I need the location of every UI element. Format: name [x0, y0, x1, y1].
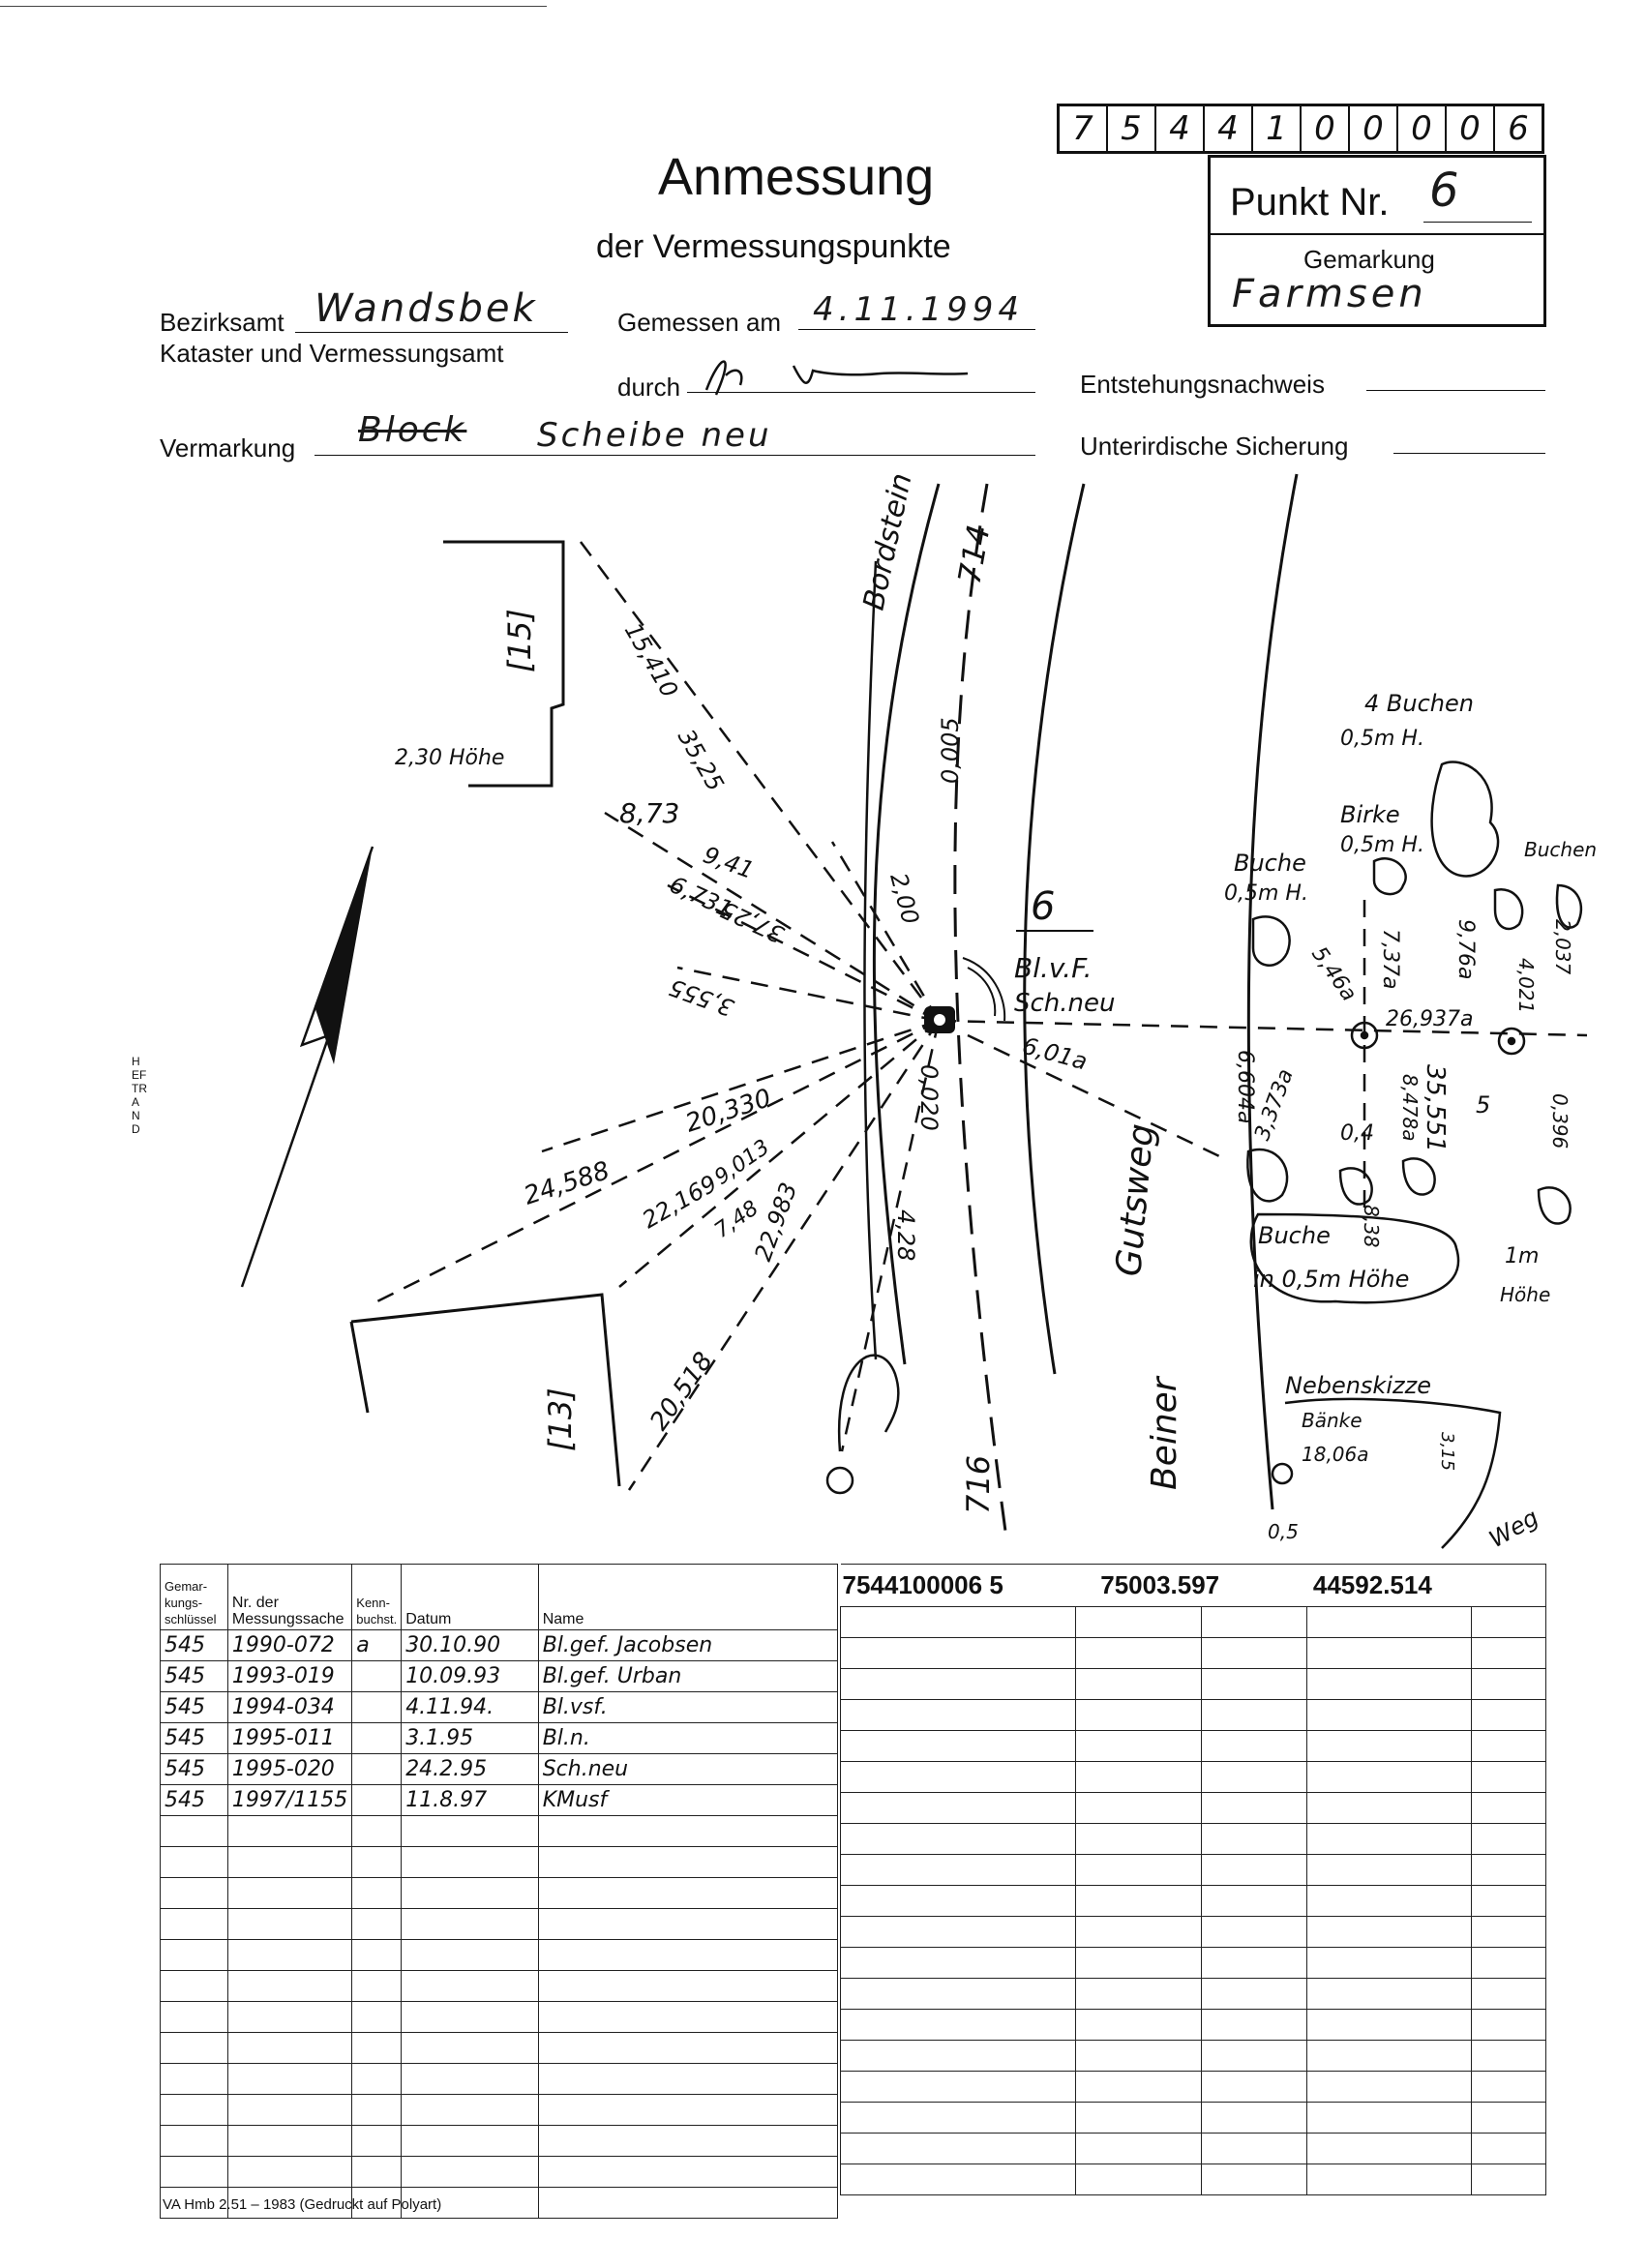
punkt-underline — [1423, 222, 1532, 223]
gemessen-label: Gemessen am — [617, 308, 782, 337]
tree-buchen — [1495, 889, 1522, 929]
sketch-24588: 24,588 — [520, 1156, 614, 1211]
sketch-hoehe: Höhe — [1500, 1283, 1551, 1306]
table-cell — [352, 1723, 402, 1754]
tree-buche — [1253, 916, 1290, 965]
sketch-15: [15] — [501, 609, 538, 672]
empty-row — [161, 1971, 838, 2002]
id-digit: 0 — [1447, 106, 1495, 151]
coord-empty-row — [841, 1948, 1546, 1979]
coord-empty-row — [841, 1638, 1546, 1669]
coord-empty-row — [841, 1917, 1546, 1948]
durch-signature — [687, 346, 977, 404]
table-cell: Bl.gef. Urban — [538, 1661, 837, 1692]
table-cell: 1993-019 — [227, 1661, 351, 1692]
vermarkung-value: Scheibe neu — [537, 416, 772, 455]
table-cell: 545 — [161, 1692, 228, 1723]
coord-empty-row — [841, 1793, 1546, 1824]
table-row — [161, 1630, 838, 1661]
id-digit: 5 — [1108, 106, 1156, 151]
coord-empty-row — [841, 2072, 1546, 2103]
sketch-546a: 5,46a — [1306, 942, 1362, 1006]
empty-row — [161, 1909, 838, 1940]
table-cell — [352, 1754, 402, 1785]
col-name: Name — [538, 1565, 837, 1630]
page-title: Anmessung — [658, 148, 935, 206]
empty-row — [161, 2157, 838, 2188]
table-cell: Sch.neu — [538, 1754, 837, 1785]
table-cell: 545 — [161, 1630, 228, 1661]
sketch-6604a: 6,604a — [1233, 1050, 1257, 1124]
sketch-20330: 20,330 — [681, 1084, 775, 1139]
sketch-35551: 35,551 — [1421, 1064, 1450, 1152]
col-messungssache: Nr. der Messungssache — [227, 1565, 351, 1630]
sketch-3525: 35,25 — [672, 725, 730, 796]
page-subtitle: der Vermessungspunkte — [596, 228, 951, 265]
sketch-20518: 20,518 — [644, 1347, 719, 1437]
sketch-26937a: 26,937a — [1386, 1007, 1474, 1031]
sketch-h05c: 0,5m H. — [1224, 881, 1308, 906]
sketch-h05a: 0,5m H. — [1340, 727, 1424, 751]
sketch-22169: 22,169 — [638, 1169, 722, 1235]
sketch-3373a: 3,373a — [1250, 1065, 1299, 1145]
sketch-0005: 0,005 — [937, 717, 964, 784]
sketch-bordstein: Bordstein — [856, 470, 919, 613]
id-digit: 0 — [1398, 106, 1447, 151]
sketch-1m: 1m — [1505, 1244, 1540, 1268]
col-kennbuchst: Kenn-buchst. — [352, 1565, 402, 1630]
top-rule — [0, 6, 547, 7]
table-row — [161, 1723, 838, 1754]
sketch-1806a: 18,06a — [1302, 1443, 1369, 1466]
table-cell: Bl.n. — [538, 1723, 837, 1754]
coord-empty-row — [841, 2164, 1546, 2195]
table-cell: 30.10.90 — [402, 1630, 539, 1661]
table-cell: 4.11.94. — [402, 1692, 539, 1723]
table-cell: KMusf — [538, 1785, 837, 1816]
sketch-3555: 3,555 — [665, 972, 738, 1022]
empty-row — [161, 1847, 838, 1878]
bezirksamt-label: Bezirksamt — [160, 308, 284, 337]
coord-empty-row — [841, 1607, 1546, 1638]
id-digit: 0 — [1350, 106, 1398, 151]
sketch-hoehe230: 2,30 Höhe — [395, 746, 505, 770]
id-digit: 6 — [1508, 109, 1529, 148]
table-cell: 545 — [161, 1661, 228, 1692]
sketch-04: 0,4 — [1340, 1121, 1374, 1146]
sketch-976a: 9,76a — [1453, 919, 1478, 980]
id-digit: 7 — [1060, 106, 1108, 151]
empty-row — [161, 1940, 838, 1971]
sketch-gutsweg: Gutsweg — [1109, 1121, 1162, 1278]
sketch-buchen: Buchen — [1524, 838, 1598, 861]
sketch-6731: 6,731 — [665, 871, 737, 924]
table-cell: 1995-020 — [227, 1754, 351, 1785]
coord-id: 7544100006 5 — [841, 1565, 1076, 1607]
sketch-428: 4,28 — [892, 1209, 919, 1262]
table-cell: 3.1.95 — [402, 1723, 539, 1754]
sketch-birke: Birke — [1340, 801, 1400, 828]
history-table — [160, 1564, 838, 2219]
table-row — [161, 1661, 838, 1692]
table-row — [161, 1785, 838, 1816]
table-row — [161, 1754, 838, 1785]
sketch-22983: 22,983 — [749, 1179, 803, 1266]
form-footer: VA Hmb 2.51 – 1983 (Gedruckt auf Polyart) — [163, 2196, 442, 2213]
sketch-8478a: 8,478a — [1398, 1074, 1422, 1142]
sketch-0020: 0,020 — [915, 1064, 943, 1131]
sketch-weg: Weg — [1484, 1504, 1543, 1554]
empty-row — [161, 1816, 838, 1847]
table-cell: Bl.gef. Jacobsen — [538, 1630, 837, 1661]
sketch-in05m: in 0,5m Höhe — [1253, 1266, 1410, 1293]
coord-y: 44592.514 — [1307, 1565, 1546, 1607]
coord-x: 75003.597 — [1075, 1565, 1307, 1607]
col-datum: Datum — [402, 1565, 539, 1630]
table-cell: 1994-034 — [227, 1692, 351, 1723]
coord-empty-row — [841, 1824, 1546, 1855]
amt-line: Kataster und Vermessungsamt — [160, 339, 504, 368]
entstehung-label: Entstehungsnachweis — [1080, 370, 1325, 399]
punkt-label: Punkt Nr. — [1230, 181, 1390, 224]
sketch-737a: 7,37a — [1378, 929, 1402, 990]
table-cell: 545 — [161, 1723, 228, 1754]
coordinate-table — [840, 1564, 1546, 2195]
sketch-baeume: Bänke — [1302, 1409, 1363, 1432]
sketch-05: 0,5 — [1268, 1520, 1299, 1543]
sketch-0396: 0,396 — [1548, 1093, 1572, 1149]
sketch-h05b: 0,5m H. — [1340, 833, 1424, 857]
id-digit: 1 — [1253, 106, 1302, 151]
id-digit: 4 — [1205, 106, 1253, 151]
sketch-blvsf: Bl.v.F. — [1014, 952, 1093, 984]
punkt-box — [1208, 155, 1546, 327]
sketch-941: 9,41 — [699, 841, 758, 884]
coord-empty-row — [841, 1979, 1546, 2010]
table-cell — [352, 1785, 402, 1816]
sketch-beiner: Beiner — [1145, 1377, 1184, 1490]
table-cell: 11.8.97 — [402, 1785, 539, 1816]
unterirdisch-label: Unterirdische Sicherung — [1080, 432, 1349, 461]
empty-row — [161, 2033, 838, 2064]
table-cell — [352, 1661, 402, 1692]
id-digit: 0 — [1302, 106, 1350, 151]
table-cell: 545 — [161, 1754, 228, 1785]
punkt-value: 6 — [1429, 164, 1459, 218]
coord-empty-row — [841, 2041, 1546, 2072]
coord-empty-row — [841, 1886, 1546, 1917]
table-cell: 1997/1155 — [227, 1785, 351, 1816]
heftrand-label: HEFTRAND — [132, 1055, 147, 1136]
bezirksamt-underline — [295, 332, 568, 333]
survey-sketch — [0, 455, 1647, 1558]
boundary-dashed — [955, 484, 1006, 1538]
sketch-838: 8,38 — [1360, 1205, 1383, 1248]
col-gemarkung: Gemar-kungs-schlüssel — [161, 1565, 228, 1630]
coord-empty-row — [841, 1700, 1546, 1731]
vermarkung-struck: Block — [358, 410, 467, 450]
building-13 — [351, 1295, 619, 1486]
sketch-buchen4: 4 Buchen — [1364, 690, 1474, 717]
table-cell: 24.2.95 — [402, 1754, 539, 1785]
id-digit: 4 — [1156, 106, 1205, 151]
sketch-200: 2,00 — [884, 870, 925, 928]
empty-row — [161, 1878, 838, 1909]
sketch-5: 5 — [1476, 1091, 1491, 1119]
coord-empty-row — [841, 1762, 1546, 1793]
coord-empty-row — [841, 1855, 1546, 1886]
empty-row — [161, 2064, 838, 2095]
sketch-buche-in: Buche — [1258, 1222, 1331, 1249]
sketch-13: [13] — [542, 1388, 579, 1451]
empty-row — [161, 2002, 838, 2033]
gemessen-underline — [798, 329, 1035, 330]
sketch-2037: 2,037 — [1551, 919, 1574, 975]
coord-empty-row — [841, 2134, 1546, 2164]
unterirdisch-underline — [1393, 453, 1545, 454]
sketch-6: 6 — [1031, 884, 1056, 929]
point-id-boxes — [1057, 104, 1544, 154]
empty-row — [161, 2095, 838, 2126]
road-edge-right — [1248, 474, 1297, 1509]
gemarkung-label: Gemarkung — [1303, 245, 1435, 274]
sketch-3725: 37,25 — [716, 895, 789, 948]
tree-birke — [1374, 858, 1406, 894]
table-cell: 1990-072 — [227, 1630, 351, 1661]
coord-empty-row — [841, 2010, 1546, 2041]
table-row — [161, 1692, 838, 1723]
sketch-748: 7,48 — [710, 1196, 764, 1243]
sketch-15410: 15,410 — [618, 618, 684, 702]
tree-4-buchen — [1432, 762, 1498, 877]
sketch-4021: 4,021 — [1514, 958, 1538, 1014]
gemarkung-value: Farmsen — [1232, 272, 1427, 316]
coord-empty-row — [841, 2103, 1546, 2134]
vermarkung-label: Vermarkung — [160, 433, 296, 463]
sketch-873: 8,73 — [619, 797, 680, 829]
gemessen-value: 4.11.1994 — [813, 290, 1025, 329]
bezirksamt-value: Wandsbek — [314, 286, 538, 331]
sketch-315: 3,15 — [1437, 1432, 1457, 1472]
sketch-schneu: Sch.neu — [1014, 989, 1116, 1018]
durch-label: durch — [617, 373, 681, 402]
table-cell — [352, 1692, 402, 1723]
empty-row — [161, 2126, 838, 2157]
table-cell: 10.09.93 — [402, 1661, 539, 1692]
table-cell: Bl.vsf. — [538, 1692, 837, 1723]
sketch-nebenskizze: Nebenskizze — [1285, 1372, 1431, 1399]
sketch-601a: 6,01a — [1019, 1031, 1091, 1076]
road-edge-middle — [1025, 484, 1084, 1374]
entstehung-underline — [1366, 390, 1545, 391]
table-cell: 1995-011 — [227, 1723, 351, 1754]
table-cell: a — [352, 1630, 402, 1661]
sketch-buche1: Buche — [1234, 850, 1306, 877]
sketch-714: 714 — [950, 522, 998, 587]
sketch-716: 716 — [960, 1454, 997, 1514]
coord-empty-row — [841, 1669, 1546, 1700]
coord-empty-row — [841, 1731, 1546, 1762]
table-cell: 545 — [161, 1785, 228, 1816]
sketch-9013: 9,013 — [710, 1135, 775, 1190]
